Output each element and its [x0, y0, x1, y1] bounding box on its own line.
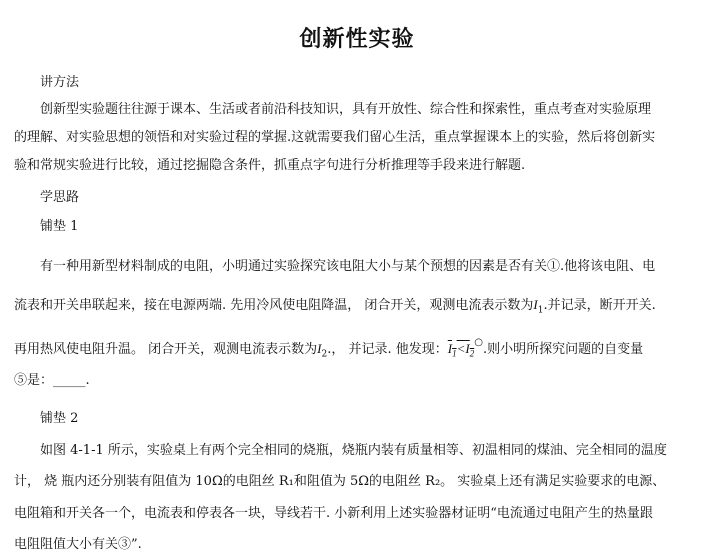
method-paragraph-line-2: 的理解、对实验思想的领悟和对实验过程的掌握.这就需要我们留心生活，重点掌握课本上的实验，然后将创新实: [14, 130, 656, 145]
inequality-expression: $I_1<I_2$: [447, 341, 475, 359]
example-1-line-4: ⑤是：_____.: [14, 373, 90, 388]
circle-mark-icon: ○: [474, 337, 483, 348]
example-1-line-3-mid: .， 并记录. 他发现：: [327, 342, 448, 357]
current-i1-sub: 1: [537, 305, 544, 316]
example-1-line-3: [14, 334, 708, 364]
example-2-line-1: 如图 4-1-1 所示，实验桌上有两个完全相同的烧瓶，烧瓶内装有质量相等、初温相同的煤油、完全相同的温度: [40, 443, 667, 458]
method-paragraph-line-3: 验和常规实验进行比较，通过挖掘隐含条件，抓重点字句进行分析推理等手段来进行解题.: [14, 158, 526, 173]
section-heading-method: 讲方法: [40, 75, 80, 90]
current-i1: I: [533, 297, 538, 312]
example-1-line-2: [14, 296, 708, 320]
example-1-line-2-text: 流表和开关串联起来，接在电源两端. 先用冷风使电阻降温， 闭合开关，观测电流表示数为: [14, 298, 534, 313]
example-1-line-3-text: 再用热风使电阻升温。 闭合开关，观测电流表示数为: [14, 342, 318, 357]
example-1-line-2-end: .并记录，断开开关.: [543, 298, 656, 313]
current-i2: I: [317, 341, 322, 356]
section-heading-thinking: 学思路: [40, 190, 80, 205]
page-title: 创新性实验: [299, 27, 415, 52]
current-i2-sub: 2: [321, 349, 328, 360]
example-2-line-2: 计， 烧 瓶内还分别装有阻值为 10Ω的电阻丝 R₁和阻值为 5Ω的电阻丝 R₂。 实验桌上还有满足实验要求的电源、: [14, 474, 666, 489]
example-2-heading: 铺垫 2: [40, 411, 79, 426]
example-1-line-4-text: ⑤是：: [14, 373, 54, 388]
answer-blank: _____: [53, 373, 86, 388]
example-1-line-3-end: .则小明所探究问题的自变量: [482, 342, 644, 357]
example-2-line-4: 电阻阻值大小有关③”.: [14, 537, 142, 552]
example-1-heading: 铺垫 1: [40, 219, 79, 234]
method-paragraph-line-1: 创新型实验题往往源于课本、生活或者前沿科技知识，具有开放性、综合性和探索性，重点考查对实验原理: [40, 102, 652, 117]
example-1-line-1: 有一种用新型材料制成的电阻，小明通过实验探究该电阻大小与某个预想的因素是否有关①.他将该电阻、电: [40, 259, 656, 274]
example-2-line-3: 电阻箱和开关各一个，电流表和停表各一块，导线若干. 小新利用上述实验器材证明“电流通过电阻产生的热量跟: [14, 506, 653, 521]
